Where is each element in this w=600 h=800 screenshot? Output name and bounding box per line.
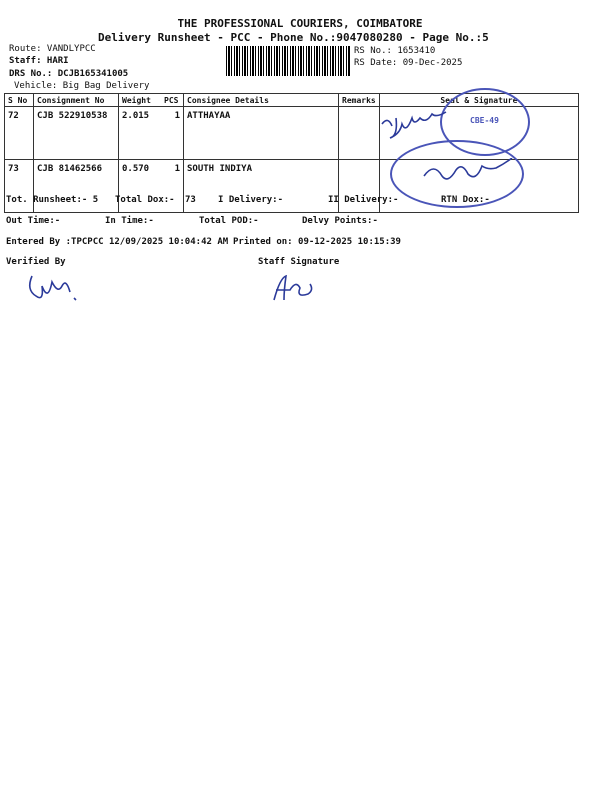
cell-consignee: SOUTH INDIYA	[184, 160, 339, 213]
cell-pcs: 1	[161, 160, 184, 213]
cell-weight: 0.570	[119, 160, 162, 213]
vehicle-label: Vehicle: Big Bag Delivery	[14, 81, 150, 91]
verified-by-label: Verified By	[6, 257, 66, 267]
rs-number: RS No.: 1653410	[354, 46, 436, 56]
total-dox-label: Total Dox:-	[115, 195, 175, 205]
runsheet-subtitle: Delivery Runsheet - PCC - Phone No.:9047080280 - Page No.:5	[98, 31, 489, 44]
cell-sno: 73	[5, 160, 34, 213]
col-weight: Weight	[119, 94, 162, 107]
entered-by: Entered By :TPCPCC 12/09/2025 10:04:42 AM	[6, 237, 229, 247]
col-consignee: Consignee Details	[184, 94, 339, 107]
barcode	[226, 46, 350, 76]
drs-number: DRS No.: DCJB165341005	[9, 69, 129, 79]
tot-runsheet: Tot. Runsheet:- 5	[6, 195, 99, 205]
cell-pcs: 1	[161, 107, 184, 160]
stamp-code: CBE-49	[470, 116, 499, 125]
company-title: THE PROFESSIONAL COURIERS, COIMBATORE	[177, 17, 423, 30]
staff-label: Staff: HARI	[9, 56, 69, 66]
staff-signature	[268, 272, 318, 306]
receiver-signature-1	[378, 108, 458, 142]
col-remarks: Remarks	[339, 94, 380, 107]
total-pod: Total POD:-	[199, 216, 259, 226]
rs-date: RS Date: 09-Dec-2025	[354, 58, 463, 68]
in-time: In Time:-	[105, 216, 154, 226]
col-pcs: PCS	[161, 94, 184, 107]
cell-consignee: ATTHAYAA	[184, 107, 339, 160]
delvy-points: Delvy Points:-	[302, 216, 378, 226]
receiver-signature-2	[420, 158, 520, 188]
printed-on: Printed on: 09-12-2025 10:15:39	[233, 237, 401, 247]
cell-weight: 2.015	[119, 107, 162, 160]
rtn-dox: RTN Dox:-	[441, 195, 490, 205]
cell-consignment: CJB 81462566	[34, 160, 119, 213]
i-delivery: I Delivery:-	[218, 195, 284, 205]
total-dox-value: 73	[185, 195, 196, 205]
cell-sno: 72	[5, 107, 34, 160]
out-time: Out Time:-	[6, 216, 61, 226]
verifier-signature	[22, 272, 92, 308]
route-label: Route: VANDLYPCC	[9, 44, 96, 54]
col-sno: S No	[5, 94, 34, 107]
cell-consignment: CJB 522910538	[34, 107, 119, 160]
ii-delivery: II Delivery:-	[328, 195, 399, 205]
staff-signature-label: Staff Signature	[258, 257, 340, 267]
col-consignment: Consignment No	[34, 94, 119, 107]
cell-remarks	[339, 107, 380, 160]
col-seal: Seal & Signature	[379, 94, 578, 107]
